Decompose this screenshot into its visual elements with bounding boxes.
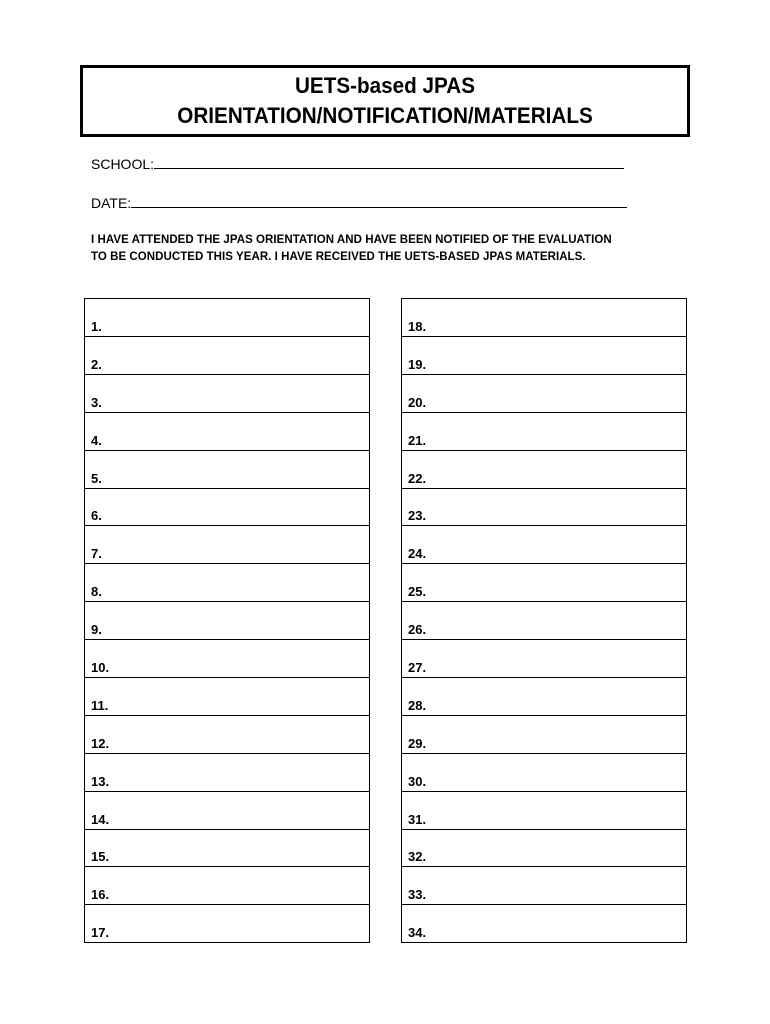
signature-number: 17. — [91, 925, 110, 941]
signature-row-content — [85, 619, 369, 637]
signature-row-content — [85, 657, 369, 675]
signature-entry-field[interactable] — [115, 886, 365, 902]
signature-row[interactable] — [402, 904, 686, 942]
signature-number: 7. — [91, 546, 102, 562]
signature-entry-field[interactable] — [432, 394, 682, 410]
signature-row-content — [85, 581, 369, 599]
signature-entry-field[interactable] — [108, 621, 365, 637]
signature-row[interactable] — [402, 412, 686, 450]
statement-line-1: I HAVE ATTENDED THE JPAS ORIENTATION AND HAVE BEEN NOTIFIED OF THE EVALUATION — [91, 234, 612, 246]
signature-entry-field[interactable] — [115, 659, 365, 675]
signature-number: 4. — [91, 432, 102, 448]
signature-row[interactable] — [85, 525, 369, 563]
signature-row-content — [402, 543, 686, 561]
date-field[interactable] — [91, 195, 627, 211]
signature-row-content — [402, 430, 686, 448]
signature-number: 12. — [91, 735, 110, 751]
signature-column-left — [84, 298, 370, 943]
signature-number: 9. — [91, 622, 102, 638]
signature-number: 14. — [91, 811, 110, 827]
signature-row-content — [402, 619, 686, 637]
signature-row[interactable] — [402, 677, 686, 715]
signature-number: 16. — [91, 887, 110, 903]
signature-number: 11. — [91, 697, 109, 713]
signature-entry-field[interactable] — [432, 545, 682, 561]
signature-entry-field[interactable] — [432, 621, 682, 637]
signature-row[interactable] — [85, 904, 369, 942]
signature-entry-field[interactable] — [432, 811, 682, 827]
signature-number: 21. — [408, 432, 427, 448]
signature-row[interactable] — [402, 866, 686, 904]
signature-row-content — [85, 884, 369, 902]
signature-number: 31. — [408, 811, 427, 827]
signature-entry-field[interactable] — [432, 697, 682, 713]
signature-row[interactable] — [402, 488, 686, 526]
signature-entry-field[interactable] — [108, 545, 365, 561]
signature-entry-field[interactable] — [115, 735, 365, 751]
signature-number: 25. — [408, 584, 427, 600]
signature-row-content — [402, 657, 686, 675]
signature-entry-field[interactable] — [432, 773, 682, 789]
signature-row-content — [85, 430, 369, 448]
signature-row[interactable] — [402, 563, 686, 601]
date-label: DATE: — [91, 195, 132, 211]
signature-row[interactable] — [402, 639, 686, 677]
signature-row[interactable] — [402, 791, 686, 829]
signature-row-content — [402, 392, 686, 410]
signature-entry-field[interactable] — [114, 697, 365, 713]
signature-entry-field[interactable] — [432, 924, 682, 940]
signature-row-content — [402, 505, 686, 523]
signature-row[interactable] — [85, 336, 369, 374]
signature-row[interactable] — [85, 450, 369, 488]
signature-number: 15. — [91, 849, 110, 865]
signature-number: 18. — [408, 319, 427, 334]
signature-row[interactable] — [402, 753, 686, 791]
signature-number: 6. — [91, 508, 102, 524]
signature-entry-field[interactable] — [108, 507, 365, 523]
signature-row-content — [402, 846, 686, 864]
signature-row-content — [85, 846, 369, 864]
signature-row[interactable] — [402, 450, 686, 488]
title-box — [80, 65, 690, 137]
signature-entry-field[interactable] — [115, 924, 365, 940]
signature-row-content — [85, 771, 369, 789]
signature-row-content — [85, 733, 369, 751]
signature-row[interactable] — [85, 829, 369, 867]
signature-row-content — [402, 771, 686, 789]
signature-row-content — [85, 809, 369, 827]
signature-entry-field[interactable] — [432, 318, 682, 334]
signature-row[interactable] — [402, 715, 686, 753]
signature-number: 34. — [408, 925, 427, 941]
signature-number: 28. — [408, 697, 427, 713]
signature-number: 20. — [408, 394, 427, 410]
signature-row[interactable] — [85, 601, 369, 639]
school-field[interactable] — [91, 156, 624, 172]
signature-row-content — [402, 354, 686, 372]
signature-entry-field[interactable] — [108, 470, 365, 486]
signature-column-right — [401, 298, 687, 943]
signature-entry-field[interactable] — [108, 356, 365, 372]
signature-number: 10. — [91, 660, 110, 676]
signature-row-content — [85, 505, 369, 523]
signature-entry-field[interactable] — [432, 659, 682, 675]
signature-row[interactable] — [85, 753, 369, 791]
signature-row-content — [85, 695, 369, 713]
signature-row-content — [85, 316, 369, 334]
signature-row-content — [402, 809, 686, 827]
signature-number: 33. — [408, 887, 427, 903]
attendance-statement — [91, 232, 691, 266]
signature-row-content — [402, 316, 686, 334]
signature-row-content — [402, 922, 686, 940]
signature-row-content — [85, 922, 369, 940]
school-label: SCHOOL: — [91, 156, 155, 172]
signature-number: 30. — [408, 773, 427, 789]
signature-number: 13. — [91, 773, 110, 789]
signature-entry-field[interactable] — [108, 583, 365, 599]
signature-number: 24. — [408, 546, 427, 562]
school-input-line[interactable] — [154, 167, 624, 169]
signature-number: 2. — [91, 356, 102, 372]
signature-entry-field[interactable] — [432, 470, 682, 486]
signature-row[interactable] — [85, 299, 369, 336]
signature-entry-field[interactable] — [108, 394, 365, 410]
signature-row[interactable] — [402, 601, 686, 639]
signature-row-content — [402, 733, 686, 751]
signature-row-content — [85, 543, 369, 561]
signature-row[interactable] — [402, 525, 686, 563]
signature-row[interactable] — [402, 374, 686, 412]
date-input-line[interactable] — [131, 206, 627, 208]
signature-row[interactable] — [402, 829, 686, 867]
signature-row[interactable] — [85, 374, 369, 412]
signature-row-content — [402, 695, 686, 713]
signature-number: 19. — [408, 356, 427, 372]
signature-entry-field[interactable] — [432, 507, 682, 523]
signature-row[interactable] — [85, 563, 369, 601]
signature-row[interactable] — [402, 336, 686, 374]
signature-number: 27. — [408, 660, 427, 676]
signature-entry-field[interactable] — [432, 583, 682, 599]
signature-row[interactable] — [85, 715, 369, 753]
title-line-1: UETS-based JPAS — [294, 73, 476, 98]
signature-number: 32. — [408, 849, 427, 865]
signature-entry-field[interactable] — [432, 356, 682, 372]
signature-row[interactable] — [85, 488, 369, 526]
signature-row-content — [402, 884, 686, 902]
signature-row[interactable] — [85, 412, 369, 450]
signature-number: 22. — [408, 470, 427, 486]
signature-row[interactable] — [85, 791, 369, 829]
signature-entry-field[interactable] — [115, 848, 365, 864]
signature-row[interactable] — [85, 677, 369, 715]
signature-row-content — [85, 354, 369, 372]
signature-row-content — [85, 468, 369, 486]
signature-number: 3. — [91, 394, 102, 410]
signature-row-content — [85, 392, 369, 410]
signature-number: 26. — [408, 622, 427, 638]
signature-row-content — [402, 581, 686, 599]
signature-number: 8. — [91, 584, 102, 600]
signature-entry-field[interactable] — [115, 811, 365, 827]
signature-entry-field[interactable] — [108, 318, 365, 334]
signature-row[interactable] — [85, 866, 369, 904]
signature-number: 23. — [408, 508, 427, 524]
signature-entry-field[interactable] — [108, 432, 365, 448]
signature-entry-field[interactable] — [432, 886, 682, 902]
signature-entry-field[interactable] — [432, 848, 682, 864]
title-line-2: ORIENTATION/NOTIFICATION/MATERIALS — [177, 103, 593, 128]
signature-number: 29. — [408, 735, 427, 751]
signature-row-content — [402, 468, 686, 486]
signature-number: 5. — [91, 470, 102, 486]
signature-entry-field[interactable] — [432, 735, 682, 751]
signature-number: 1. — [91, 319, 102, 334]
signature-row[interactable] — [85, 639, 369, 677]
signature-entry-field[interactable] — [432, 432, 682, 448]
signature-entry-field[interactable] — [115, 773, 365, 789]
statement-line-2: TO BE CONDUCTED THIS YEAR. I HAVE RECEIVED THE UETS-BASED JPAS MATERIALS. — [91, 251, 586, 263]
signature-row[interactable] — [402, 299, 686, 336]
